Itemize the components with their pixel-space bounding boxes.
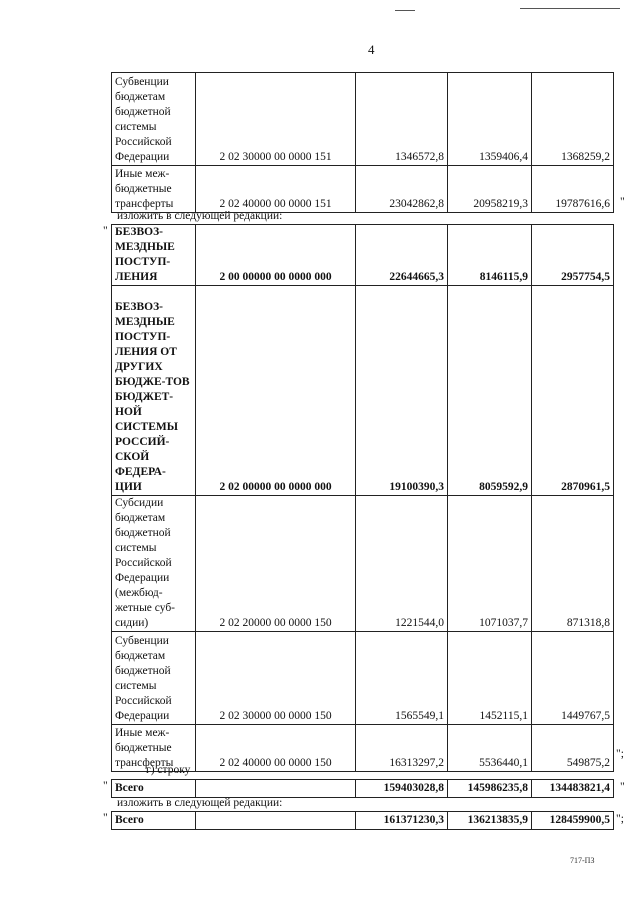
scan-mark-top-mid xyxy=(395,10,415,11)
table-row xyxy=(112,286,614,496)
row-value-1: 161371230,3 xyxy=(356,812,448,830)
row-value-2: 20958219,3 xyxy=(448,166,532,213)
row-name: Субвенции бюджетам бюджетной системы Российской Федерации xyxy=(112,632,196,725)
document-code: 717-ПЗ xyxy=(570,856,595,865)
table-row xyxy=(112,812,614,830)
subpoint-g: г) строку xyxy=(146,764,191,776)
row-value-1: 19100390,3 xyxy=(356,286,448,496)
row-code xyxy=(196,812,356,830)
row-value-2: 136213835,9 xyxy=(448,812,532,830)
row-value-2: 1359406,4 xyxy=(448,73,532,166)
table-new xyxy=(111,224,614,772)
row-value-3: 2870961,5 xyxy=(532,286,614,496)
closing-quote-1: " xyxy=(620,196,625,208)
scan-mark-top-right xyxy=(520,8,620,9)
row-value-1: 1221544,0 xyxy=(356,496,448,632)
row-code: 2 02 40000 00 0000 151 xyxy=(196,166,356,213)
row-code: 2 02 30000 00 0000 151 xyxy=(196,73,356,166)
row-value-3: 871318,8 xyxy=(532,496,614,632)
row-value-2: 8059592,9 xyxy=(448,286,532,496)
row-value-2: 8146115,9 xyxy=(448,225,532,286)
row-code xyxy=(196,780,356,798)
row-name: Субсидии бюджетам бюджетной системы Российской Федерации (межбюд-жетные суб-сидии) xyxy=(112,496,196,632)
row-value-2: 145986235,8 xyxy=(448,780,532,798)
row-value-3: 134483821,4 xyxy=(532,780,614,798)
row-value-1: 1565549,1 xyxy=(356,632,448,725)
row-name: Всего xyxy=(112,780,196,798)
row-code: 2 02 00000 00 0000 000 xyxy=(196,286,356,496)
row-name: БЕЗВОЗ-МЕЗДНЫЕ ПОСТУП-ЛЕНИЯ ОТ ДРУГИХ БЮДЖЕ-ТОВ БЮДЖЕТ-НОЙ СИСТЕМЫ РОССИЙ-СКОЙ ФЕДЕРА-ЦИИ xyxy=(112,286,196,496)
row-name: Субвенции бюджетам бюджетной системы Российской Федерации xyxy=(112,73,196,166)
row-code: 2 02 20000 00 0000 150 xyxy=(196,496,356,632)
row-name: Иные меж-бюджетные трансферты xyxy=(112,725,196,772)
row-value-2: 1452115,1 xyxy=(448,632,532,725)
row-value-3: 128459900,5 xyxy=(532,812,614,830)
row-value-3: 549875,2 xyxy=(532,725,614,772)
opening-quote-4: " xyxy=(103,812,108,824)
table-total-old xyxy=(111,779,614,798)
row-value-1: 23042862,8 xyxy=(356,166,448,213)
page-number: 4 xyxy=(368,42,375,57)
row-name: Иные меж-бюджетные трансферты xyxy=(112,166,196,213)
row-name: БЕЗВОЗ-МЕЗДНЫЕ ПОСТУП-ЛЕНИЯ xyxy=(112,225,196,286)
opening-quote-3: " xyxy=(103,780,108,792)
row-value-3: 2957754,5 xyxy=(532,225,614,286)
row-value-1: 1346572,8 xyxy=(356,73,448,166)
table-row xyxy=(112,73,614,166)
closing-mark-4: "; xyxy=(616,813,624,825)
intro-text-2: изложить в следующей редакции: xyxy=(117,797,283,809)
table-row xyxy=(112,166,614,213)
table-old-fragment xyxy=(111,72,614,213)
table-row xyxy=(112,225,614,286)
intro-text-1: изложить в следующей редакции: xyxy=(117,210,283,222)
row-value-3: 19787616,6 xyxy=(532,166,614,213)
row-value-1: 159403028,8 xyxy=(356,780,448,798)
table-total-new xyxy=(111,811,614,830)
row-code: 2 02 40000 00 0000 150 xyxy=(196,725,356,772)
row-value-3: 1368259,2 xyxy=(532,73,614,166)
row-code: 2 00 00000 00 0000 000 xyxy=(196,225,356,286)
row-value-1: 16313297,2 xyxy=(356,725,448,772)
closing-quote-3: " xyxy=(620,781,625,793)
row-code: 2 02 30000 00 0000 150 xyxy=(196,632,356,725)
row-value-2: 5536440,1 xyxy=(448,725,532,772)
row-value-3: 1449767,5 xyxy=(532,632,614,725)
row-name: Всего xyxy=(112,812,196,830)
closing-mark-2: "; xyxy=(616,748,624,760)
table-row xyxy=(112,496,614,632)
row-value-1: 22644665,3 xyxy=(356,225,448,286)
opening-quote-2: " xyxy=(103,225,108,237)
row-value-2: 1071037,7 xyxy=(448,496,532,632)
table-row xyxy=(112,780,614,798)
table-row xyxy=(112,632,614,725)
